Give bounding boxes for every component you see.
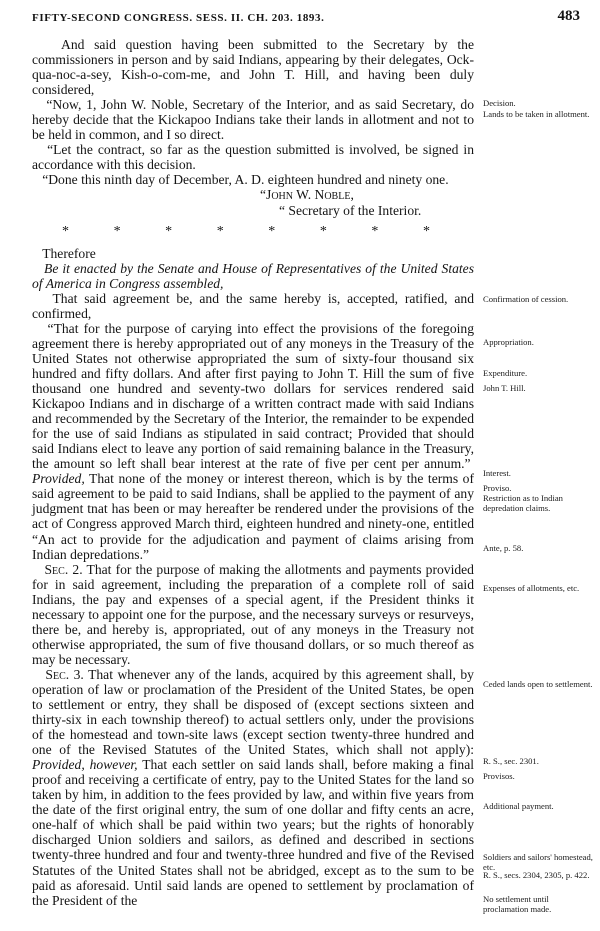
star: * [113, 223, 121, 239]
margin-note-decision: Decision. [483, 98, 516, 108]
margin-note-proviso: Proviso. [483, 483, 512, 493]
signature-name: “John W. Noble, [260, 187, 354, 203]
section-break-stars [32, 224, 474, 239]
margin-note-expenditure: Expenditure. [483, 368, 528, 378]
running-header [32, 8, 580, 28]
paragraph-ratified: That said agreement be, and the same hereby is, accepted, ratified, and confirmed, [32, 290, 474, 321]
margin-note-allotment: Lands to be taken in allotment. [483, 109, 590, 119]
paragraph-question-submitted: And said question having been submitted to the Secretary by the commissioners in person and by said Indians, appearing by their delegates, Ock-qua-noc-a-sey, Kish-o-com-me, and John T. Hill, and having been duly considered, [32, 37, 474, 98]
margin-note-john-hill: John T. Hill. [483, 383, 526, 393]
star: * [165, 223, 173, 239]
margin-note-restriction: Restriction as to Indian depredation claims. [483, 493, 563, 513]
page-number: 483 [557, 8, 580, 24]
margin-note-interest: Interest. [483, 468, 511, 478]
star: * [216, 223, 224, 239]
star: * [268, 223, 276, 239]
margin-note-expenses: Expenses of allotments, etc. [483, 583, 580, 593]
star: * [62, 223, 69, 239]
margin-note-ceded-lands: Ceded lands open to settlement. [483, 679, 593, 689]
therefore-line: Therefore [42, 245, 96, 261]
margin-note-no-settlement: No settlement until proclamation made. [483, 894, 552, 914]
section-3: Sec. 3. That whenever any of the lands, acquired by this agreement shall, by operation of law or proclamation of the President of the United States, be open to settlement or entry, they shall be disposed of (except sections sixteen and thirty-six in each township thereof) to actual settlers only, under the provisions of the homestead and town-site laws (except section twenty-three hundred and one of the Revised Statutes of the United States, which shall not apply): Provided, however, That each settler on said lands shall, before making a final proof and receiving a certificate of entry, pay to the United States for the land so taken by him, in addition to the fees provided by law, and within five years from the date of the first original entry, the sum of one dollar and fifty cents an acre, one-half of which shall be paid within two years; but the rights of honorably discharged Union soldiers and sailors, as defined and described in sections twenty-three hundred and four and twenty-three hundred and five of the Revised Statutes of the United States shall not be abridged, except as to the sum to be paid as aforesaid. Until said lands are opened to settlement by proclamation of the President of the [32, 666, 475, 908]
star: * [422, 223, 430, 239]
paragraph-appropriation: “That for the purpose of carying into effect the provisions of the foregoing agreement there is hereby appropriated out of any moneys in the Treasury of the United States not otherwise appropriated the sum of sixty-four thousand six hundred and fifty dollars. And after first paying to John T. Hill the sum of five thousand one hundred and seventy-two dollars for services rendered said Kickapoo Indians and in discharge of a written contract made with said Indians and recommended by the Secretary of the Interior, the remainder to be expended for the use of said Indians as stipulated in said contract; Provided that should said Indians elect to leave any portion of said remaining balance in the Treasury, the amount so left shall bear interest at the rate of five per cent per annum.” Provided, That none of the money or interest thereon, which is by the terms of said agreement to be paid to said Indians, shall be applied to the payment of any judgment tnat has been or may hereafter be rendered under the provisions of the act of Congress approved March third, eighteen hundred and ninety-one, entitled “An act to provide for the adjudication and payment of claims arising from Indian depredations.” [32, 320, 475, 562]
enacting-clause: Be it enacted by the Senate and House of Representatives of the United States of America in Congress assembled, [32, 260, 474, 291]
signature-title: “ Secretary of the Interior. [279, 202, 422, 218]
margin-note-confirmation: Confirmation of cession. [483, 294, 569, 304]
section-2: Sec. 2. That for the purpose of making the allotments and payments provided for in said agreement, including the preparation of a complete roll of said Indians, the pay and expenses of a special agent, if the President thinks it necessary to appoint one for the purpose, and the necessary surveys or resurveys, there be, and hereby is, appropriated, out of any moneys in the Treasury not otherwise appropriated, the sum of five thousand dollars, or so much thereof as may be necessary. [32, 561, 474, 667]
paragraph-contract: “Let the contract, so far as the question submitted is involved, be signed in accordance with this decision. [32, 142, 475, 173]
main-text-column [32, 37, 474, 908]
running-title: FIFTY-SECOND CONGRESS. SESS. II. CH. 203. 1893. [32, 12, 325, 24]
star: * [319, 223, 327, 239]
margin-note-additional-payment: Additional payment. [483, 801, 554, 811]
margin-note-rs-2304: R. S., secs. 2304, 2305, p. 422. [483, 870, 590, 880]
margin-note-appropriation: Appropriation. [483, 337, 534, 347]
margin-note-soldiers: Soldiers and sailors' homestead, etc. [483, 852, 593, 872]
margin-note-rs-2301: R. S., sec. 2301. [483, 756, 539, 766]
star: * [371, 223, 379, 239]
margin-note-ante: Ante, p. 58. [483, 543, 524, 553]
margin-note-provisos: Provisos. [483, 771, 515, 781]
paragraph-decision: “Now, 1, John W. Noble, Secretary of the Interior, and as said Secretary, do hereby decide that the Kickapoo Indians take their lands in allotment and not to be held in common, and I so direct. [32, 97, 474, 143]
paragraph-done: “Done this ninth day of December, A. D. eighteen hundred and ninety one. [42, 172, 449, 188]
